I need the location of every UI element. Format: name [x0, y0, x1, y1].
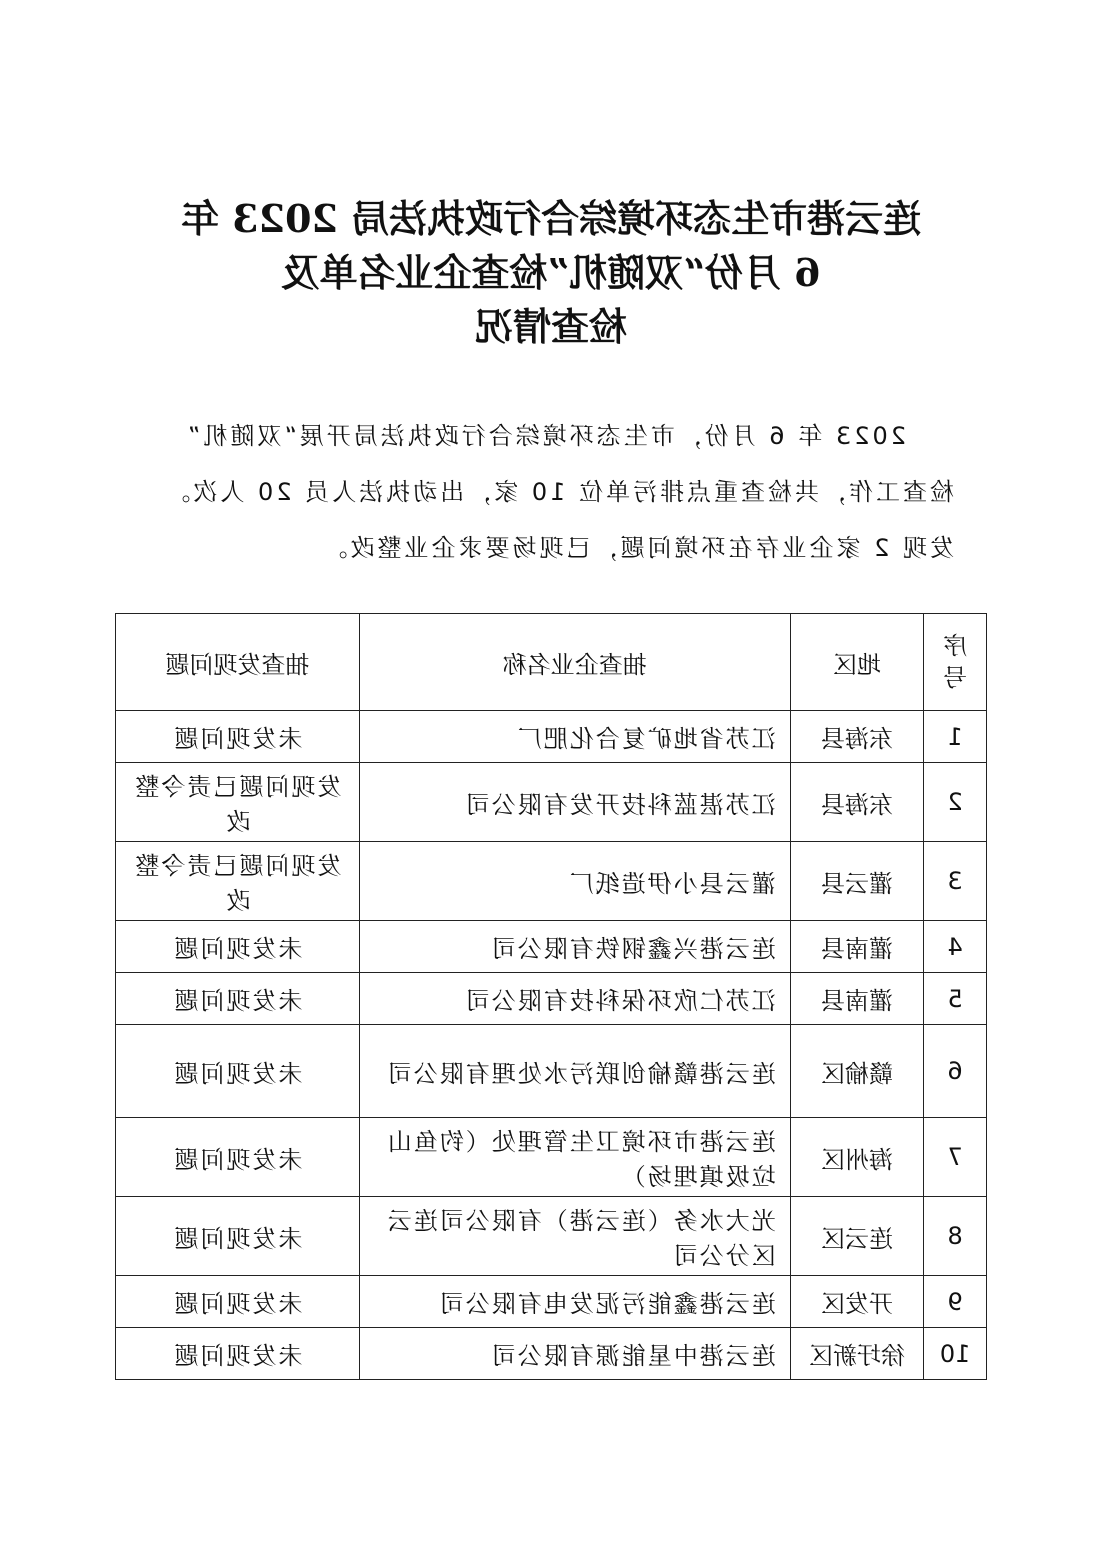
cell-serial-number: 4 — [924, 921, 987, 973]
table-row — [116, 1328, 987, 1380]
table-row — [116, 1276, 987, 1328]
cell-company: 江苏仁欣环保科技有限公司 — [359, 973, 790, 1025]
cell-issue: 未发现问题 — [116, 1118, 360, 1197]
cell-issue: 未发现问题 — [116, 921, 360, 973]
intro-paragraph — [134, 408, 954, 576]
cell-company: 连云港中星能源有限公司 — [359, 1328, 790, 1380]
title-line: 6 月份“双随机”检查企业名单及 — [281, 250, 821, 295]
cell-region: 东海县 — [790, 763, 923, 842]
cell-region: 东海县 — [790, 711, 923, 763]
cell-issue: 未发现问题 — [116, 1025, 360, 1118]
cell-company: 光大水务（连云港）有限公司连云区分公司 — [359, 1197, 790, 1276]
cell-serial-number: 8 — [924, 1197, 987, 1276]
table-row — [116, 921, 987, 973]
table-row — [116, 973, 987, 1025]
table-row — [116, 763, 987, 842]
table-row — [116, 1025, 987, 1118]
intro-line: 检查工作，共检查重点排污单位 10 家，出动执法人员 20 人次。 — [163, 478, 954, 506]
cell-issue: 未发现问题 — [116, 1328, 360, 1380]
cell-serial-number: 9 — [924, 1276, 987, 1328]
document-title — [120, 192, 982, 354]
header-serial-number: 序 号 — [924, 614, 987, 711]
cell-issue: 发现问题已责令整改 — [116, 842, 360, 921]
table-row — [116, 1197, 987, 1276]
table-header-row — [116, 614, 987, 711]
cell-region: 灌南县 — [790, 921, 923, 973]
cell-serial-number: 2 — [924, 763, 987, 842]
cell-region: 灌云县 — [790, 842, 923, 921]
intro-line: 2023 年 6 月份，市生态环境综合行政执法局开展“双随机” — [184, 422, 906, 450]
cell-serial-number: 3 — [924, 842, 987, 921]
title-line: 检查情况 — [475, 304, 628, 349]
table-body — [116, 711, 987, 1380]
cell-company: 灌云县小伊造纸厂 — [359, 842, 790, 921]
cell-region: 徐圩新区 — [790, 1328, 923, 1380]
cell-company: 连云港赣榆创联污水处理有限公司 — [359, 1025, 790, 1118]
cell-region: 海州区 — [790, 1118, 923, 1197]
cell-region: 开发区 — [790, 1276, 923, 1328]
header-region: 地区 — [790, 614, 923, 711]
cell-region: 灌南县 — [790, 973, 923, 1025]
table-row — [116, 842, 987, 921]
inspection-table — [115, 613, 987, 1380]
cell-issue: 未发现问题 — [116, 973, 360, 1025]
header-issue: 抽查发现问题 — [116, 614, 360, 711]
title-line: 连云港市生态环境综合行政执法局 2023 年 — [180, 196, 922, 241]
cell-serial-number: 10 — [924, 1328, 987, 1380]
cell-company: 连云港鑫能污泥发电有限公司 — [359, 1276, 790, 1328]
cell-issue: 未发现问题 — [116, 711, 360, 763]
cell-issue: 未发现问题 — [116, 1276, 360, 1328]
cell-issue: 发现问题已责令整改 — [116, 763, 360, 842]
table-row — [116, 711, 987, 763]
cell-company: 连云港市环境卫生管理处（钓鱼山垃圾填埋场） — [359, 1118, 790, 1197]
header-company: 抽查企业名称 — [359, 614, 790, 711]
cell-region: 赣榆区 — [790, 1025, 923, 1118]
cell-region: 连云区 — [790, 1197, 923, 1276]
intro-line: 发现 2 家企业存在环境问题，已现场要求企业整改。 — [320, 534, 954, 562]
table-row — [116, 1118, 987, 1197]
cell-serial-number: 7 — [924, 1118, 987, 1197]
cell-issue: 未发现问题 — [116, 1197, 360, 1276]
cell-company: 江苏省地矿复合化肥厂 — [359, 711, 790, 763]
cell-serial-number: 5 — [924, 973, 987, 1025]
cell-company: 连云港兴鑫钢铁有限公司 — [359, 921, 790, 973]
cell-serial-number: 6 — [924, 1025, 987, 1118]
cell-serial-number: 1 — [924, 711, 987, 763]
cell-company: 江苏湛蓝科技开发有限公司 — [359, 763, 790, 842]
